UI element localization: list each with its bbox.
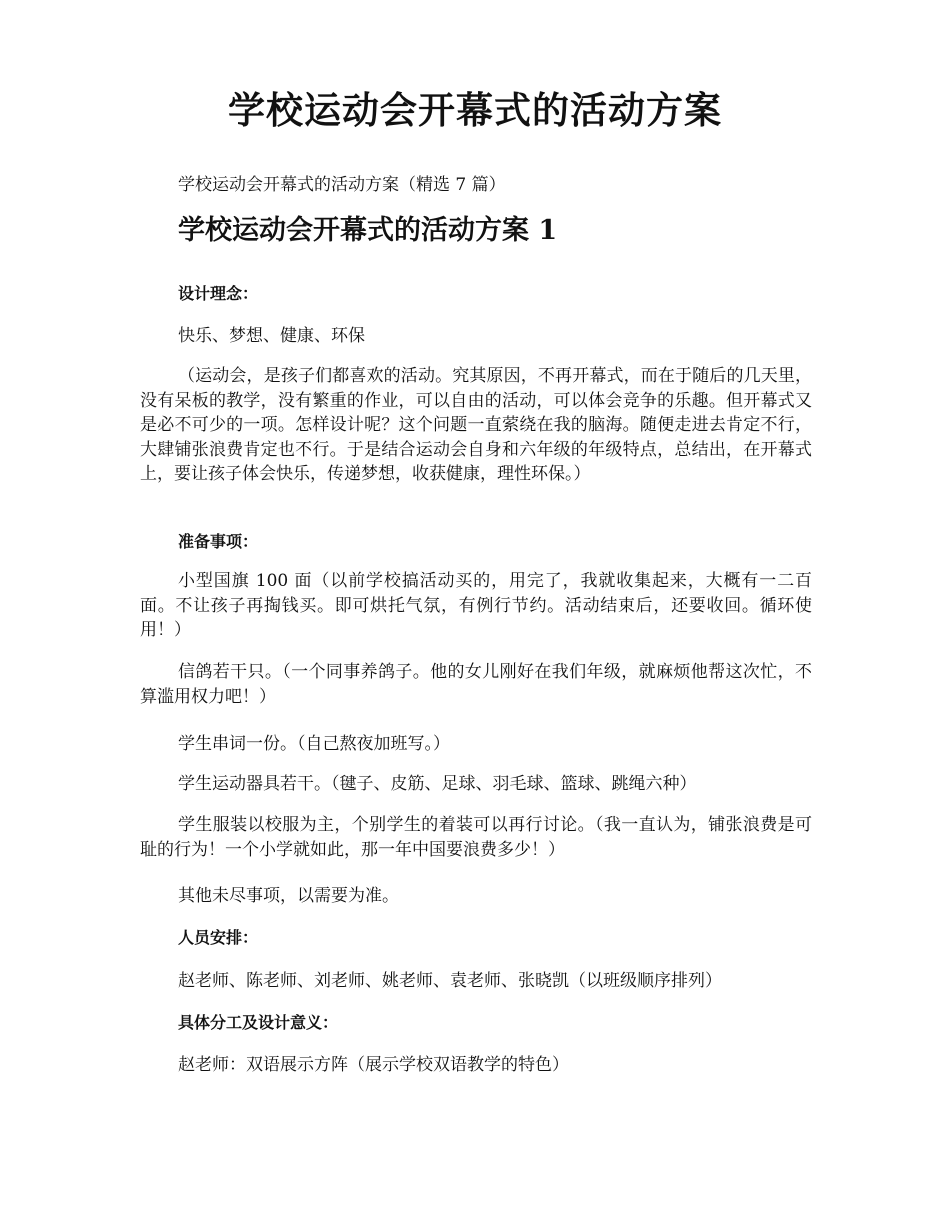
- division-text: 赵老师：双语展示方阵（展示学校双语教学的特色）: [178, 1055, 569, 1075]
- prep-item: 其他未尽事项，以需要为准。: [178, 886, 399, 906]
- staff-text: 赵老师、陈老师、刘老师、姚老师、袁老师、张晓凯（以班级顺序排列）: [178, 971, 722, 991]
- design-concept-paragraph: （运动会，是孩子们都喜欢的活动。究其原因，不再开幕式，而在于随后的几天里，没有呆板的教学，没有繁重的作业，可以自由的活动，可以体会竞争的乐趣。但开幕式又是必不可少的一项。怎样设计呢？这个问题一直萦绕在我的脑海。随便走进去肯定不行，大肆铺张浪费肯定也不行。于是结合运动会自身和六年级的年级特点，总结出，在开幕式上，要让孩子体会快乐，传递梦想，收获健康，理性环保。）: [140, 366, 812, 484]
- document-subtitle: 学校运动会开幕式的活动方案（精选 7 篇）: [178, 175, 506, 195]
- design-concept-text: 快乐、梦想、健康、环保: [178, 326, 365, 346]
- section-heading: 学校运动会开幕式的活动方案 1: [178, 215, 558, 246]
- document-title: 学校运动会开幕式的活动方案: [228, 88, 722, 132]
- prep-item: 信鸽若干只。（一个同事养鸽子。他的女儿刚好在我们年级，就麻烦他帮这次忙，不算滥用权力吧！）: [140, 662, 812, 707]
- division-label: 具体分工及设计意义：: [178, 1013, 339, 1032]
- prep-item: 学生串词一份。（自己熬夜加班写。）: [178, 734, 450, 754]
- design-concept-label: 设计理念：: [178, 284, 259, 303]
- prep-label: 准备事项：: [178, 532, 259, 551]
- staff-label: 人员安排：: [178, 928, 259, 947]
- prep-item: 小型国旗 100 面（以前学校搞活动买的，用完了，我就收集起来，大概有一二百面。不让孩子再掏钱买。即可烘托气氛，有例行节约。活动结束后，还要收回。循环使用！）: [140, 571, 812, 640]
- prep-item: 学生运动器具若干。（毽子、皮筋、足球、羽毛球、篮球、跳绳六种）: [178, 774, 697, 794]
- prep-item: 学生服装以校服为主，个别学生的着装可以再行讨论。（我一直认为，铺张浪费是可耻的行为！一个小学就如此，那一年中国要浪费多少！）: [140, 815, 812, 860]
